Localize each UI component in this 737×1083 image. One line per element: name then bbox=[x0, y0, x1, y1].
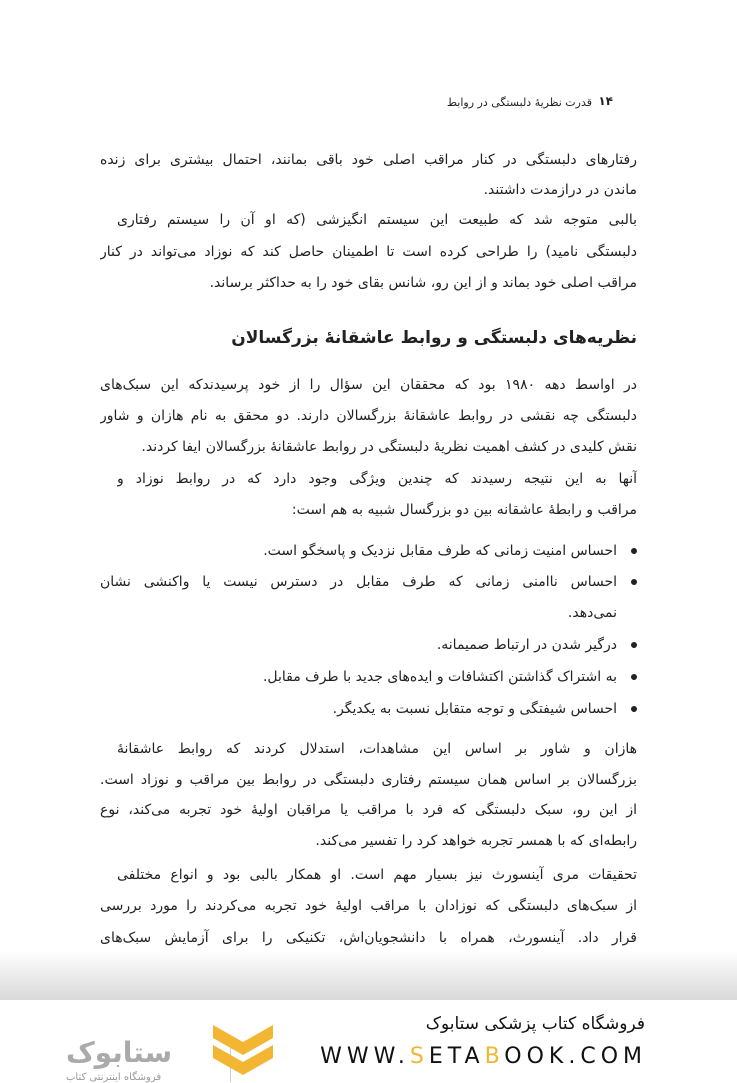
bullet-item: به اشتراک گذاشتن اکتشافات و ایده‌های جدید با طرف مقابل. bbox=[100, 667, 637, 687]
page-number: ۱۴ bbox=[598, 94, 613, 108]
text-line: بزرگسالان بر اساس همان سیستم رفتاری دلبستگی در روابط بین مراقب و نوزاد است. bbox=[100, 772, 637, 788]
text-line: در اواسط دهه ۱۹۸۰ بود که محققان این سؤال را از خود پرسیدندکه این سبک‌های bbox=[100, 377, 637, 393]
bullet-icon bbox=[631, 674, 637, 680]
running-title: قدرت نظریهٔ دلبستگی در روابط bbox=[446, 96, 592, 109]
text-line: نقش کلیدی در کشف اهمیت نظریهٔ دلبستگی در روابط عاشقانهٔ بزرگسالان ایفا کردند. bbox=[141, 439, 637, 455]
bullet-icon bbox=[631, 579, 637, 585]
shop-url[interactable]: WWW.SETABOOK.COM bbox=[320, 1044, 647, 1069]
text-line: دلبستگی نامید) را طراحی کرده است تا اطمینان حاصل کند که نوزاد می‌تواند در کنار bbox=[100, 244, 637, 260]
text-line: رابطه‌ای که با همسر تجربه خواهد کرد را تفسیر می‌کند. bbox=[315, 833, 637, 849]
text-line: مراقب اصلی خود بماند و از این رو، شانس بقای خود را به حداکثر برساند. bbox=[209, 275, 637, 291]
bullet-item: احساس ناامنی زمانی که طرف مقابل در دسترس نیست یا واکنشی نشان نمی‌دهد. bbox=[100, 572, 637, 623]
bullet-item: احساس شیفتگی و توجه متقابل نسبت به یکدیگر. bbox=[100, 699, 637, 719]
logo-word: ستابوک bbox=[66, 1036, 173, 1069]
text-line: آنها به این نتیجه رسیدند که چندین ویژگی وجود دارد که در روابط نوزاد و bbox=[117, 471, 637, 487]
bullet-item: درگیر شدن در ارتباط صمیمانه. bbox=[100, 635, 637, 655]
bullet-icon bbox=[631, 706, 637, 712]
bullet-icon bbox=[631, 548, 637, 554]
setabook-logo[interactable] bbox=[30, 1018, 290, 1083]
text-line: مراقب و رابطهٔ عاشقانه بین دو بزرگسال شبیه به هم است: bbox=[291, 502, 637, 518]
bullet-item: احساس امنیت زمانی که طرف مقابل نزدیک و پاسخگو است. bbox=[100, 541, 637, 561]
text-line: بالبی متوجه شد که طبیعت این سیستم انگیزشی (که او آن را سیستم رفتاری bbox=[117, 212, 637, 228]
text-line: هازان و شاور بر اساس این مشاهدات، استدلال کردند که روابط عاشقانهٔ bbox=[117, 741, 637, 757]
text-line: تحقیقات مری آینسورث نیز بسیار مهم است. او همکار بالبی بود و انواع مختلفی bbox=[117, 867, 637, 883]
section-heading: نظریه‌های دلبستگی و روابط عاشقانهٔ بزرگسالان bbox=[231, 328, 637, 348]
text-line: قرار داد. آینسورث، همراه با دانشجویان‌اش، تکنیکی را برای آزمایش سبک‌های bbox=[100, 930, 637, 946]
text-line: دلبستگی چه نقشی در روابط عاشقانهٔ بزرگسالان دارند. دو محقق به نام هازان و شاور bbox=[100, 408, 637, 424]
text-line: رفتارهای دلبستگی در کنار مراقب اصلی خود باقی بمانند، احتمال بیشتری برای زنده bbox=[100, 152, 637, 168]
text-line: از این رو، سبک دلبستگی که فرد با مراقب یا مراقبان اولیهٔ خود تجربه می‌کند، نوع bbox=[100, 802, 637, 818]
text-line: ماندن در درازمدت داشتند. bbox=[483, 182, 637, 198]
bullet-icon bbox=[631, 642, 637, 648]
chevron-logo-icon bbox=[208, 1020, 278, 1080]
logo-subtitle: فروشگاه اینترنتی کتاب bbox=[66, 1072, 162, 1083]
shop-name: فروشگاه کتاب پزشکی ستابوک bbox=[425, 1014, 645, 1034]
text-line: از سبک‌های دلبستگی که نوزادان با مراقب اولیهٔ خود تجربه می‌کردند را مورد بررسی bbox=[100, 898, 637, 914]
footer-banner bbox=[0, 1000, 737, 1083]
